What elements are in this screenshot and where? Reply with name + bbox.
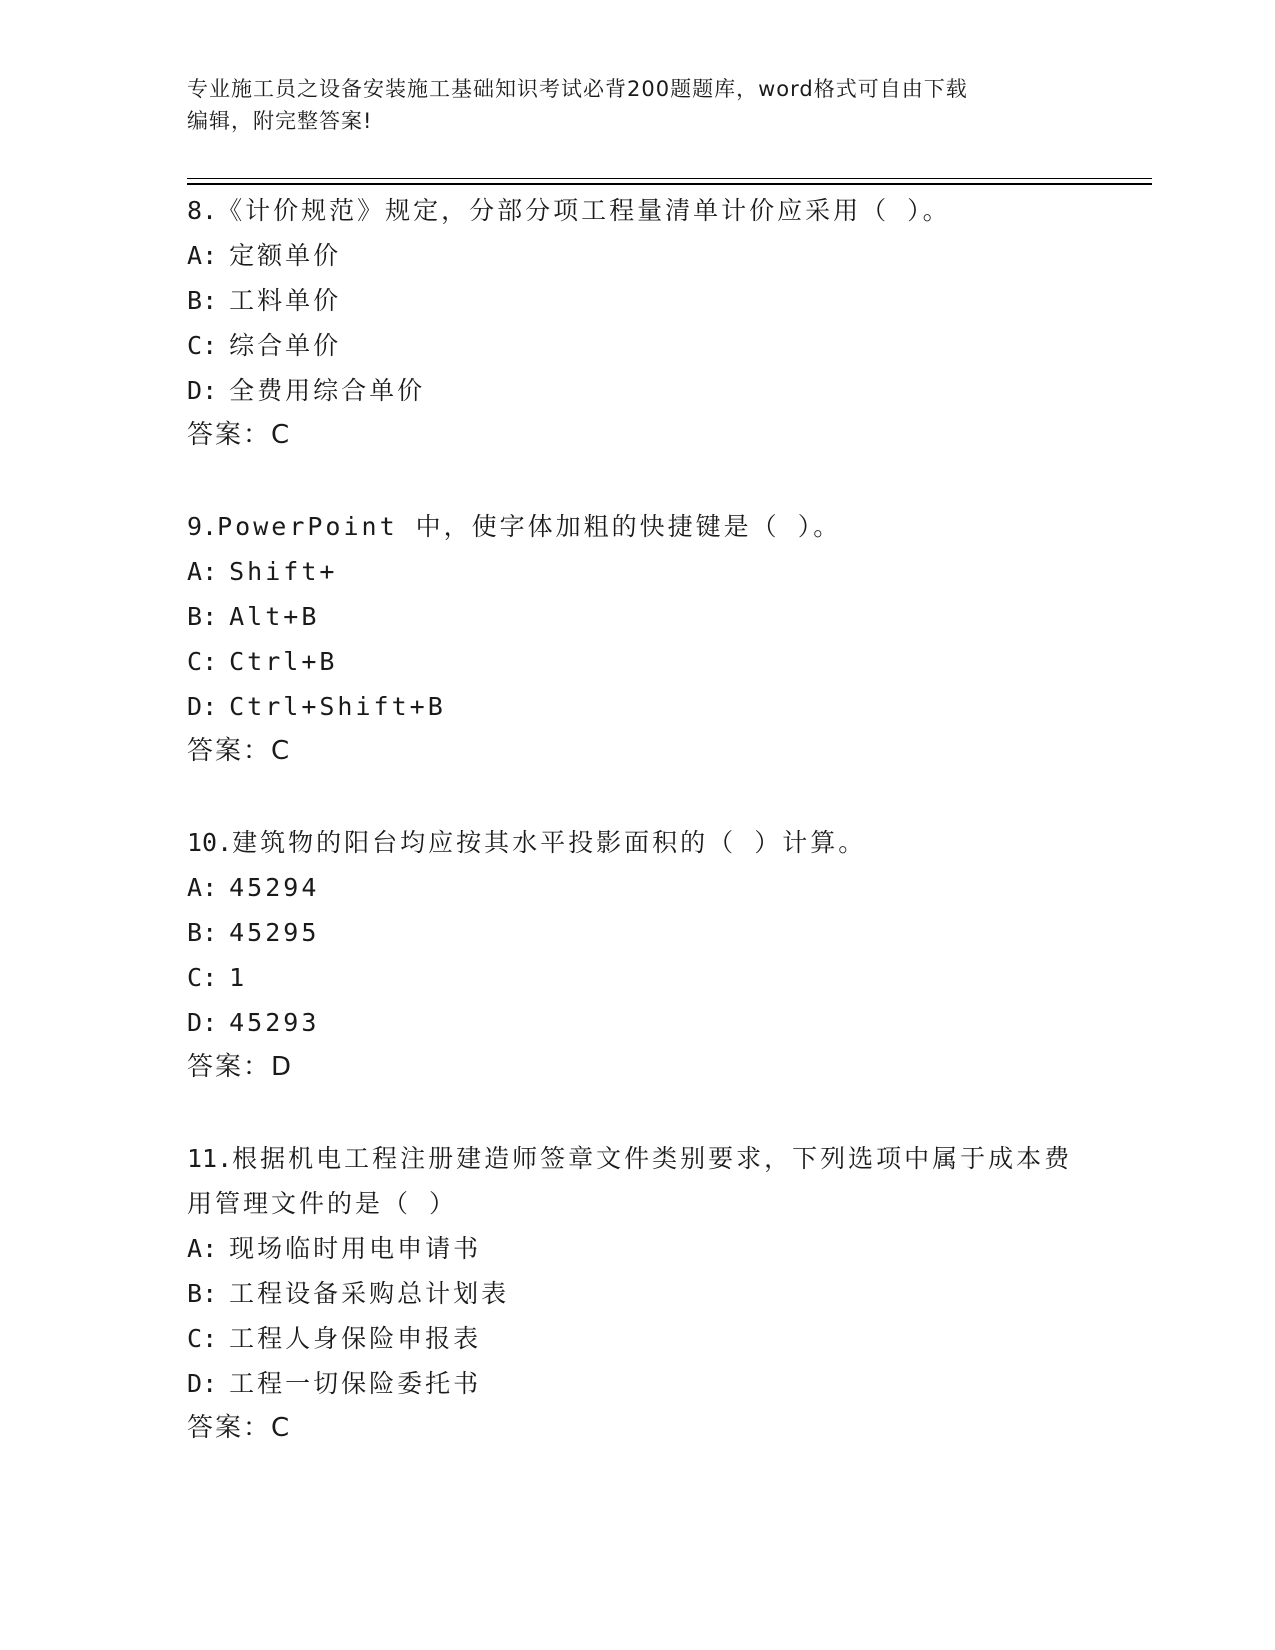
question-text: PowerPoint 中，使字体加粗的快捷键是（ ）。	[217, 512, 842, 541]
option-a	[187, 1226, 1087, 1271]
option-d	[187, 1000, 1087, 1045]
option-separator: :	[202, 1279, 218, 1308]
question-text: 根据机电工程注册建造师签章文件类别要求，下列选项中属于成本费用管理文件的是（ ）	[187, 1144, 1073, 1218]
answer-label: 答案：	[187, 1413, 272, 1443]
option-text: Shift+	[229, 557, 338, 586]
question-item	[187, 504, 1087, 774]
document-header	[187, 73, 1067, 137]
option-separator: :	[202, 963, 218, 992]
header-title-line1: 专业施工员之设备安装施工基础知识考试必背200题题库，word格式可自由下载	[187, 77, 968, 101]
option-d	[187, 684, 1087, 729]
option-text: 现场临时用电申请书	[229, 1234, 482, 1263]
option-b	[187, 594, 1087, 639]
question-number: 8.	[187, 196, 218, 225]
header-divider-thick	[187, 183, 1152, 185]
option-letter: B	[187, 1279, 203, 1308]
option-c	[187, 639, 1087, 684]
option-separator: :	[202, 602, 218, 631]
option-text: 工料单价	[229, 286, 342, 315]
option-letter: B	[187, 602, 203, 631]
option-text: 工程一切保险委托书	[229, 1369, 482, 1398]
question-stem	[187, 188, 1087, 233]
answer-value: C	[271, 1413, 290, 1443]
option-text: 工程设备采购总计划表	[229, 1279, 510, 1308]
option-letter: A	[187, 873, 203, 902]
question-stem	[187, 1136, 1087, 1226]
option-letter: C	[187, 1324, 203, 1353]
option-text: 45293	[229, 1008, 320, 1037]
option-c	[187, 955, 1087, 1000]
option-letter: C	[187, 963, 203, 992]
option-a	[187, 865, 1087, 910]
option-a	[187, 233, 1087, 278]
option-separator: :	[202, 1324, 218, 1353]
question-text: 建筑物的阳台均应按其水平投影面积的（ ）计算。	[232, 828, 867, 857]
question-stem	[187, 504, 1087, 549]
option-letter: A	[187, 557, 203, 586]
answer-value: C	[271, 736, 290, 766]
option-letter: B	[187, 286, 203, 315]
answer-line	[187, 413, 1087, 458]
question-number: 11.	[187, 1144, 233, 1173]
option-b	[187, 910, 1087, 955]
option-separator: :	[202, 286, 218, 315]
option-text: 45294	[229, 873, 320, 902]
question-number: 9.	[187, 512, 218, 541]
option-separator: :	[202, 918, 218, 947]
option-separator: :	[202, 692, 218, 721]
option-text: Ctrl+Shift+B	[229, 692, 446, 721]
option-separator: :	[202, 241, 218, 270]
option-text: 定额单价	[229, 241, 342, 270]
option-letter: C	[187, 647, 203, 676]
option-text: 全费用综合单价	[229, 376, 426, 405]
option-b	[187, 1271, 1087, 1316]
option-letter: C	[187, 331, 203, 360]
header-divider-thin	[187, 178, 1152, 179]
option-separator: :	[202, 873, 218, 902]
option-text: Ctrl+B	[229, 647, 338, 676]
option-c	[187, 1316, 1087, 1361]
option-separator: :	[202, 1234, 218, 1263]
question-item	[187, 188, 1087, 458]
option-text: 工程人身保险申报表	[229, 1324, 482, 1353]
option-text: 综合单价	[229, 331, 342, 360]
answer-value: D	[271, 1052, 292, 1082]
question-item	[187, 1136, 1087, 1451]
option-separator: :	[202, 376, 218, 405]
option-letter: D	[187, 1369, 203, 1398]
option-c	[187, 323, 1087, 368]
option-letter: D	[187, 692, 203, 721]
option-separator: :	[202, 1008, 218, 1037]
option-text: 45295	[229, 918, 320, 947]
option-b	[187, 278, 1087, 323]
option-letter: A	[187, 1234, 203, 1263]
option-a	[187, 549, 1087, 594]
option-text: 1	[229, 963, 248, 992]
question-stem	[187, 820, 1087, 865]
question-list	[187, 188, 1087, 1497]
option-text: Alt+B	[229, 602, 320, 631]
answer-label: 答案：	[187, 1052, 272, 1082]
option-letter: D	[187, 376, 203, 405]
answer-line	[187, 1045, 1087, 1090]
option-letter: A	[187, 241, 203, 270]
question-text: 《计价规范》规定，分部分项工程量清单计价应采用（ ）。	[217, 196, 951, 225]
answer-line	[187, 729, 1087, 774]
option-separator: :	[202, 647, 218, 676]
option-letter: D	[187, 1008, 203, 1037]
question-item	[187, 820, 1087, 1090]
option-separator: :	[202, 1369, 218, 1398]
answer-line	[187, 1406, 1087, 1451]
header-title-line2: 编辑，附完整答案!	[187, 109, 373, 133]
option-separator: :	[202, 331, 218, 360]
question-number: 10.	[187, 828, 233, 857]
option-separator: :	[202, 557, 218, 586]
answer-value: C	[271, 420, 290, 450]
answer-label: 答案：	[187, 736, 272, 766]
option-letter: B	[187, 918, 203, 947]
answer-label: 答案：	[187, 420, 272, 450]
option-d	[187, 1361, 1087, 1406]
option-d	[187, 368, 1087, 413]
